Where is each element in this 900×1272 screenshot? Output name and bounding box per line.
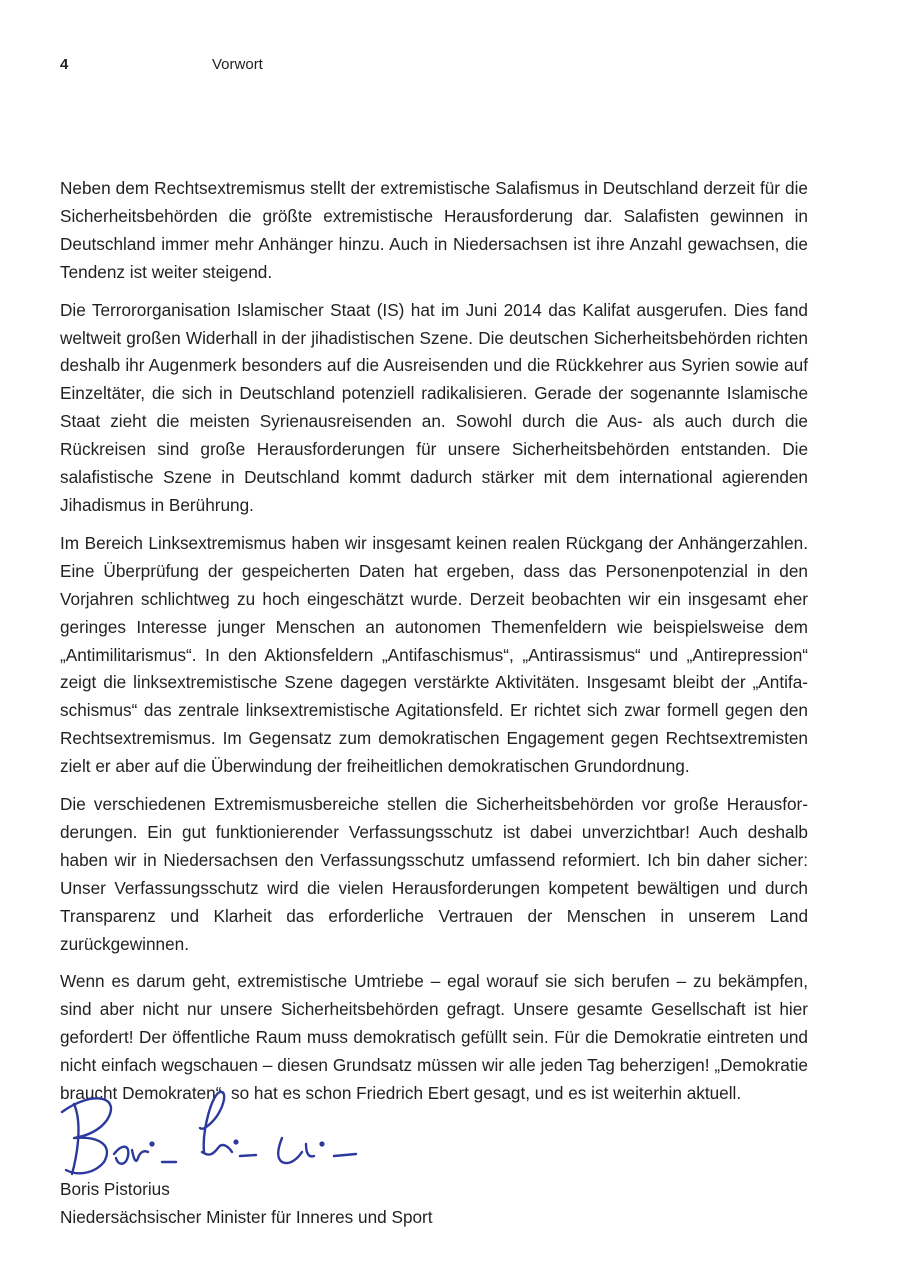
signer-role: Niedersächsischer Minister für Inneres und Sport	[60, 1207, 433, 1227]
paragraph-islamic-state: Die Terrororganisation Islamischer Staat (IS) hat im Juni 2014 das Kalifat ausgerufen. Dies fand weltweit großen Widerhall in der jihadistischen Szene. Die deutschen Sicherheitsbehörden richten deshalb ihr Augenmerk besonders auf die Ausreisenden und die Rückkehrer aus Syrien sowie auf Einzeltäter, die sich in Deutschland potenziell radikalisieren. Gerade der sogenannte Islamische Staat zieht die meisten Syrienausreisenden an. Sowohl durch die Aus- als auch durch die Rückreisen sind große Herausforderungen für unsere Sicherheitsbehörden entstanden. Die salafistische Szene in Deutschland kommt dadurch stärker mit dem international agierenden Jihadismus in Berührung.	[60, 299, 808, 515]
section-title: Vorwort	[212, 56, 263, 73]
paragraph-salafism: Neben dem Rechtsextremismus stellt der extremistische Salafismus in Deutschland derzeit für die Sicherheitsbehörden die größte extremistische Herausforderung dar. Salafisten gewinnen in Deutschland immer mehr Anhänger hinzu. Auch in Niedersachsen ist ihre Anzahl gewachsen, die Tendenz ist weiter steigend.	[60, 178, 808, 282]
signer-name: Boris Pistorius	[60, 1179, 170, 1199]
paragraph-society: Wenn es darum geht, extremistische Umtriebe – egal worauf sie sich berufen – zu bekämpfen, sind aber nicht nur unsere Sicherheitsbehörden gefragt. Unsere gesamte Gesellschaft ist hier gefordert! Der öffentliche Raum muss demokratisch gefüllt sein. Für die Demokratie eintreten und nicht einfach wegschauen – diesen Grundsatz müssen wir alle jeden Tag beherzigen! „Demokratie braucht Demokraten“, so hat es schon Friedrich Ebert gesagt, und es ist weiterhin aktuell.	[60, 971, 808, 1104]
page-header	[60, 56, 840, 80]
paragraph-constitution-protection: Die verschiedenen Extremismusbereiche stellen die Sicherheitsbehörden vor große Herausforderungen. Ein gut funktionierender Verfassungsschutz ist dabei unverzichtbar! Auch deshalb haben wir in Niedersachsen den Verfassungsschutz umfassend reformiert. Ich bin daher sicher: Unser Verfassungsschutz wird die vielen Herausforderungen kompetent bewältigen und durch Transparenz und Klarheit das erforderliche Vertrauen der Menschen in unserem Land zurückgewinnen.	[60, 794, 808, 954]
page-number: 4	[60, 56, 69, 73]
handwritten-signature	[52, 1082, 382, 1182]
paragraph-left-extremism: Im Bereich Linksextremismus haben wir insgesamt keinen realen Rückgang der Anhängerzahlen. Eine Überprüfung der gespeicherten Daten hat ergeben, dass das Personenpotenzial in den Vorjahren schlichtweg zu hoch eingeschätzt wurde. Derzeit beobachten wir ein insgesamt eher geringes Interesse junger Menschen an autonomen Themenfeldern wie beispielsweise dem „Antimilitarismus“. In den Aktionsfeldern „Antifaschismus“, „Antirassismus“ und „Antirepression“ zeigt die linksextremistische Szene dagegen verstärkte Aktivitäten. Insgesamt bleibt der „Antifaschismus“ das zentrale linksextremistische Agitationsfeld. Er richtet sich zwar formell gegen den Rechtsextremismus. Im Gegensatz zum demokratischen Engagement gegen Rechtsextremisten zielt er aber auf die Überwindung der freiheitlichen demokratischen Grundordnung.	[60, 532, 808, 777]
foreword-body	[60, 175, 808, 1118]
